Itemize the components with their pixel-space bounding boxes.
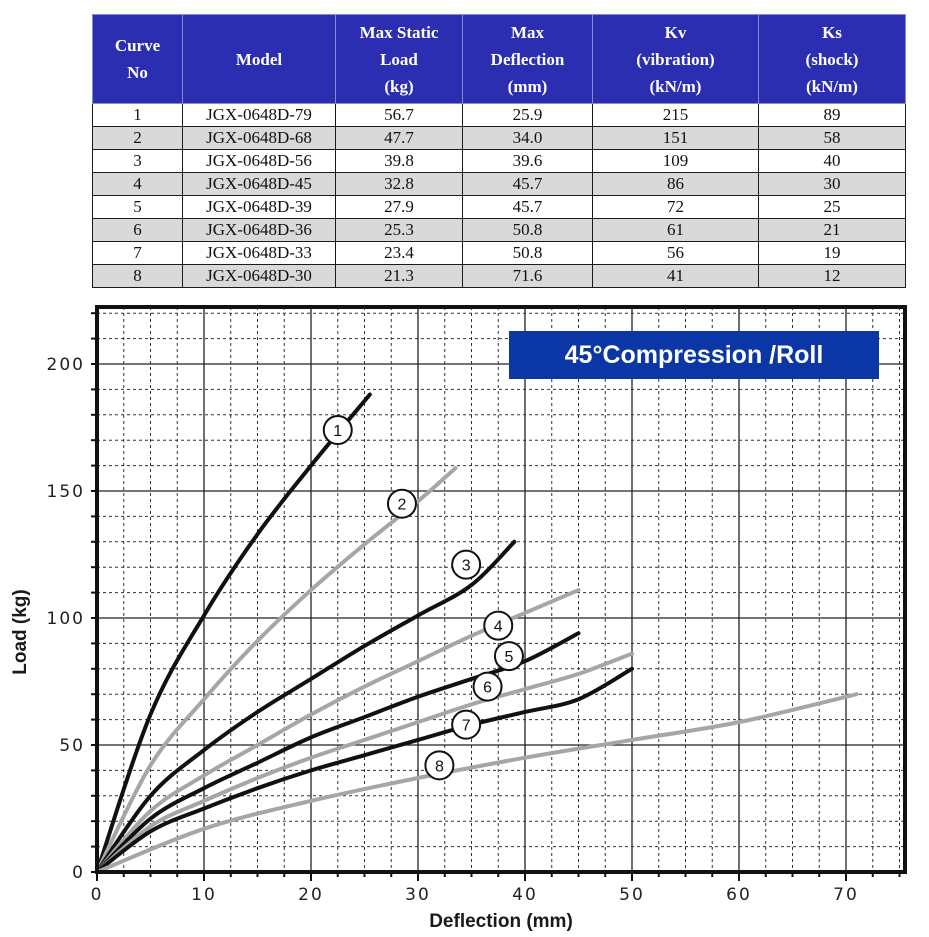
cell-model: JGX-0648D-56 — [183, 150, 336, 173]
cell-model: JGX-0648D-30 — [183, 265, 336, 288]
cell-ks: 40 — [759, 150, 906, 173]
cell-kv: 61 — [593, 219, 759, 242]
cell-max-static-load: 56.7 — [336, 104, 463, 127]
y-tick-label: 0 — [72, 863, 85, 883]
curve-labels — [324, 416, 523, 779]
cell-ks: 25 — [759, 196, 906, 219]
x-tick-label: 50 — [619, 885, 645, 905]
chart-title: 45°Compression /Roll — [564, 341, 824, 369]
cell-max-deflection: 34.0 — [463, 127, 593, 150]
curve-label-text: 5 — [504, 649, 514, 667]
x-axis-title: Deflection (mm) — [429, 911, 573, 932]
cell-model: JGX-0648D-36 — [183, 219, 336, 242]
curve-label-2 — [388, 490, 416, 518]
cell-max-static-load: 32.8 — [336, 173, 463, 196]
cell-max-deflection: 71.6 — [463, 265, 593, 288]
y-tick-label: 150 — [46, 482, 85, 502]
cell-curve-no: 4 — [93, 173, 183, 196]
cell-kv: 109 — [593, 150, 759, 173]
curve-label-4 — [484, 612, 512, 640]
curve-label-text: 2 — [397, 496, 407, 514]
y-tick-label: 100 — [46, 609, 85, 629]
y-tick-label: 200 — [46, 355, 85, 375]
cell-curve-no: 7 — [93, 242, 183, 265]
cell-max-deflection: 25.9 — [463, 104, 593, 127]
x-tick-label: 40 — [512, 885, 538, 905]
cell-kv: 56 — [593, 242, 759, 265]
cell-model: JGX-0648D-79 — [183, 104, 336, 127]
cell-model: JGX-0648D-45 — [183, 173, 336, 196]
curve-label-text: 1 — [333, 423, 343, 441]
cell-model: JGX-0648D-33 — [183, 242, 336, 265]
x-tick-label: 60 — [726, 885, 752, 905]
cell-kv: 41 — [593, 265, 759, 288]
cell-kv: 86 — [593, 173, 759, 196]
cell-ks: 58 — [759, 127, 906, 150]
curve-label-5 — [495, 642, 523, 670]
cell-kv: 215 — [593, 104, 759, 127]
y-axis-title: Load (kg) — [10, 589, 31, 675]
curve-label-text: 3 — [461, 557, 471, 575]
curve-label-text: 6 — [483, 679, 493, 697]
cell-ks: 12 — [759, 265, 906, 288]
cell-model: JGX-0648D-39 — [183, 196, 336, 219]
cell-kv: 72 — [593, 196, 759, 219]
header-ks: Ks (shock) (kN/m) — [759, 15, 906, 104]
cell-curve-no: 1 — [93, 104, 183, 127]
cell-max-deflection: 39.6 — [463, 150, 593, 173]
header-kv: Kv (vibration) (kN/m) — [593, 15, 759, 104]
header-max-deflection: Max Deflection (mm) — [463, 15, 593, 104]
cell-curve-no: 3 — [93, 150, 183, 173]
cell-max-static-load: 39.8 — [336, 150, 463, 173]
curve-label-6 — [474, 673, 502, 701]
cell-ks: 19 — [759, 242, 906, 265]
chart-title-box — [509, 331, 879, 379]
cell-ks: 21 — [759, 219, 906, 242]
x-tick-label: 10 — [191, 885, 217, 905]
x-tick-label: 0 — [90, 885, 104, 905]
x-tick-label: 30 — [405, 885, 431, 905]
cell-max-static-load: 25.3 — [336, 219, 463, 242]
cell-max-static-load: 21.3 — [336, 265, 463, 288]
header-curve-no: Curve No — [93, 15, 183, 104]
cell-max-static-load: 27.9 — [336, 196, 463, 219]
curve-label-7 — [452, 711, 480, 739]
cell-curve-no: 8 — [93, 265, 183, 288]
series-group — [97, 394, 857, 872]
curve-label-1 — [324, 416, 352, 444]
cell-curve-no: 2 — [93, 127, 183, 150]
cell-kv: 151 — [593, 127, 759, 150]
cell-model: JGX-0648D-68 — [183, 127, 336, 150]
cell-ks: 30 — [759, 173, 906, 196]
cell-max-deflection: 45.7 — [463, 196, 593, 219]
header-model: Model — [183, 15, 336, 104]
cell-max-deflection: 50.8 — [463, 242, 593, 265]
cell-ks: 89 — [759, 104, 906, 127]
curve-label-8 — [425, 751, 453, 779]
cell-max-static-load: 23.4 — [336, 242, 463, 265]
cell-max-deflection: 50.8 — [463, 219, 593, 242]
x-tick-label: 70 — [833, 885, 859, 905]
y-tick-label: 50 — [59, 736, 85, 756]
cell-max-deflection: 45.7 — [463, 173, 593, 196]
curve-label-3 — [452, 551, 480, 579]
cell-curve-no: 6 — [93, 219, 183, 242]
cell-max-static-load: 47.7 — [336, 127, 463, 150]
header-max-static-load: Max Static Load (kg) — [336, 15, 463, 104]
curve-label-text: 7 — [461, 717, 471, 735]
curve-label-text: 8 — [434, 758, 444, 776]
cell-curve-no: 5 — [93, 196, 183, 219]
x-tick-label: 20 — [298, 885, 324, 905]
axes — [47, 313, 900, 905]
series-line-1 — [97, 394, 370, 872]
curve-label-text: 4 — [493, 618, 503, 636]
